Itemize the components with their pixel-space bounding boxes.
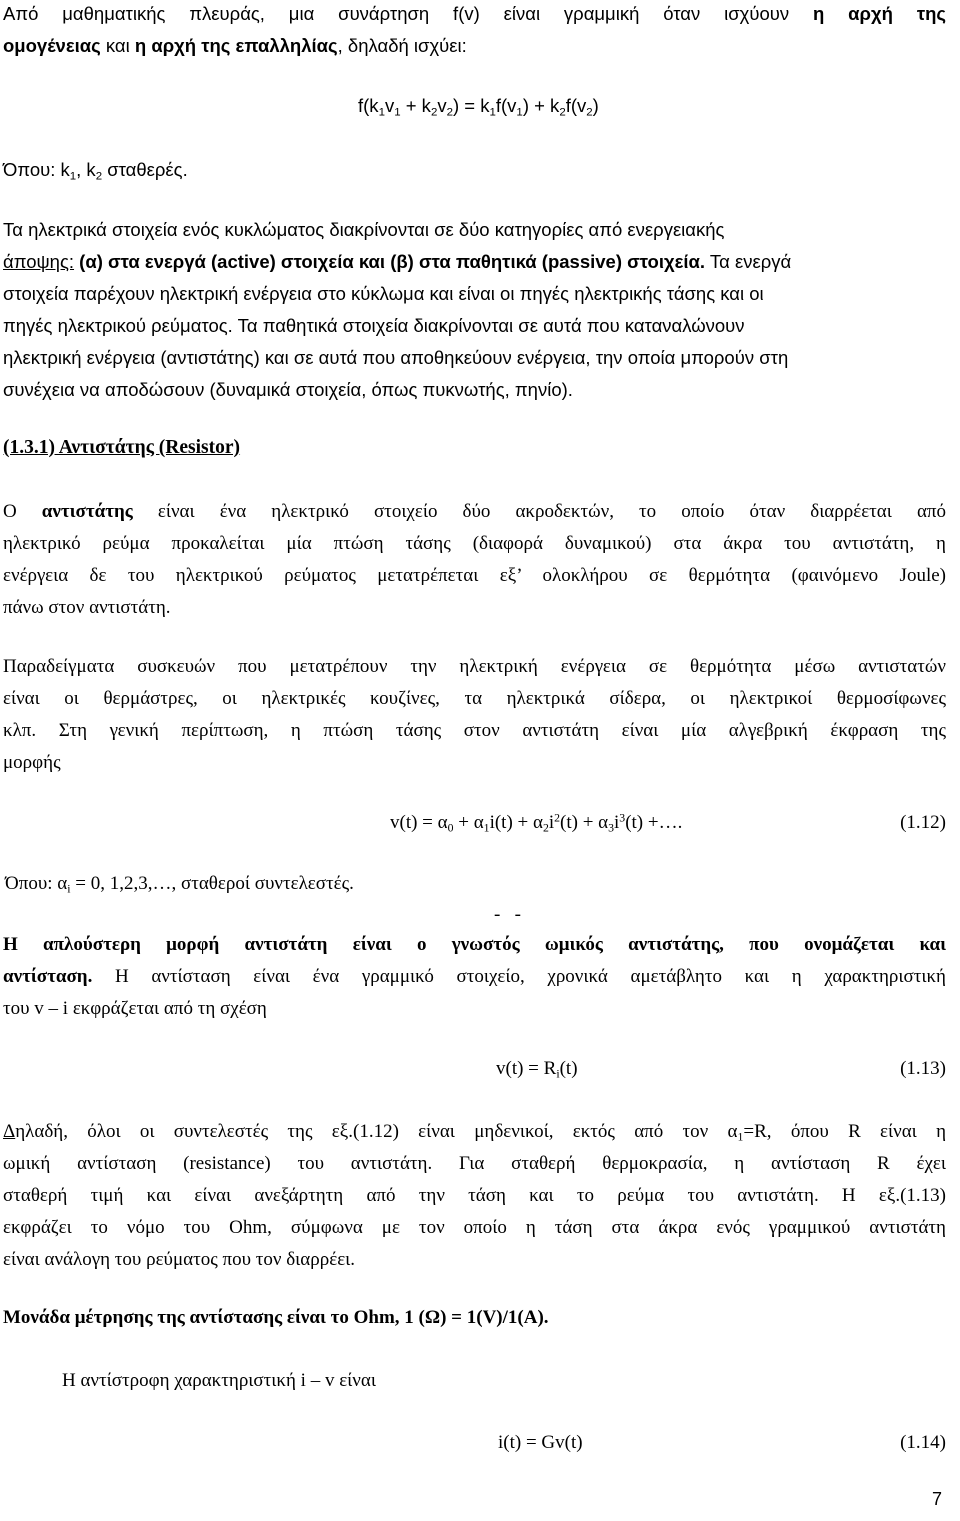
equation-1-13: $v(t) = R_i(t)$	[496, 1058, 578, 1081]
examples-line-2: είναι οι θερμάστρες, οι ηλεκτρικές κουζίνες, τα ηλεκτρικά σίδερα, οι ηλεκτρικοί θερμοσίφωνες	[3, 688, 946, 709]
resistor-def-line-2: ηλεκτρικό ρεύμα προκαλείται μία πτώση τάσης (διαφορά δυναμικού) στα άκρα του αντιστάτη, η	[3, 533, 946, 554]
equation-number-1-12: (1.12)	[900, 812, 946, 833]
intro-line-2: ομογένειας και η αρχή της επαλληλίας, δηλαδή ισχύει:	[3, 35, 467, 56]
equation-number-1-13: (1.13)	[900, 1058, 946, 1079]
coeffs-line-1: Δηλαδή, όλοι οι συντελεστές της εξ.(1.12) είναι μηδενικοί, εκτός από τον $\alpha_1=R$, όπου R είναι η	[3, 1121, 947, 1144]
resistor-def-line-3: ενέργεια δε του ηλεκτρικού ρεύματος μετατρέπεται εξ’ ολοκλήρου σε θερμότητα (φαινόμενο Joule)	[3, 565, 946, 586]
equation-1-12: $v(t) = \alpha_0 + \alpha_1i(t) + \alpha_2i^2(t) + \alpha_3i^3(t)$ +….	[390, 811, 683, 835]
elements-line-5: ηλεκτρική ενέργεια (αντιστάτης) και σε αυτά που αποθηκεύουν ενέργεια, την οποία μπορούν στη	[3, 347, 789, 368]
elements-line-2: άποψης: (α) στα ενεργά (active) στοιχεία και (β) στα παθητικά (passive) στοιχεία. Τα ενεργά	[3, 251, 792, 272]
equation-number-1-14: (1.14)	[900, 1432, 946, 1453]
elements-line-1: Τα ηλεκτρικά στοιχεία ενός κυκλώματος διακρίνονται σε δύο κατηγορίες από ενεργειακής	[3, 219, 725, 240]
coeffs-line-5: είναι ανάλογη του ρεύματος που τον διαρρέει.	[3, 1249, 356, 1270]
ohmic-line-1: Η απλούστερη μορφή αντιστάτη είναι ο γνωστός ωμικός αντιστάτης, που ονομάζεται και	[3, 934, 946, 955]
examples-line-4: μορφής	[3, 752, 61, 773]
elements-line-6: συνέχεια να αποδώσουν (δυναμικά στοιχεία, όπως πυκνωτής, πηνίο).	[3, 379, 573, 400]
examples-line-1: Παραδείγματα συσκευών που μετατρέπουν την ηλεκτρική ενέργεια σε θερμότητα μέσω αντιστατών	[3, 656, 946, 677]
resistor-def-line-1: Ο αντιστάτης είναι ένα ηλεκτρικό στοιχείο δύο ακροδεκτών, το οποίο όταν διαρρέεται από	[3, 501, 946, 522]
unit-statement: Μονάδα μέτρησης της αντίστασης είναι το Ohm, 1 (Ω) = 1(V)/1(A).	[3, 1307, 549, 1328]
ohmic-line-3: του v – i εκφράζεται από τη σχέση	[3, 998, 267, 1019]
section-heading: (1.3.1) Αντιστάτης (Resistor)	[3, 437, 241, 458]
elements-line-3: στοιχεία παρέχουν ηλεκτρική ενέργεια στο κύκλωμα και είναι οι πηγές ηλεκτρικής τάσης και οι	[3, 283, 764, 304]
resistor-def-line-4: πάνω στον αντιστάτη.	[3, 597, 171, 618]
equation-1-14: i(t) = Gv(t)	[498, 1432, 583, 1453]
coeffs-line-2: ωμική αντίσταση (resistance) του αντιστάτη. Για σταθερή θερμοκρασία, η αντίσταση R έχει	[3, 1153, 946, 1174]
equation-linearity: $f(k_1v_1 + k_2v_2) = k_1f(v_1) + k_2f(v_2)$	[358, 95, 599, 119]
coeffs-line-3: σταθερή τιμή και είναι ανεξάρτητη από την τάση και το ρεύμα του αντιστάτη. Η εξ.(1.13)	[3, 1185, 946, 1206]
dashes: - -	[494, 904, 521, 925]
coeffs-line-4: εκφράζει το νόμο του Ohm, σύμφωνα με τον οποίο η τάση στα άκρα ενός γραμμικού αντιστάτη	[3, 1217, 946, 1238]
examples-line-3: κλπ. Στη γενική περίπτωση, η πτώση τάσης στον αντιστάτη είναι μία αλγεβρική έκφραση της	[3, 720, 946, 741]
page-number: 7	[931, 1489, 942, 1509]
constants-note: Όπου: $k_1$, $k_2$ σταθερές.	[3, 159, 188, 183]
inverse-characteristic: Η αντίστροφη χαρακτηριστική i – v είναι	[62, 1370, 376, 1391]
ohmic-line-2: αντίσταση. Η αντίσταση είναι ένα γραμμικό στοιχείο, χρονικά αμετάβλητο και η χαρακτηριστική	[3, 966, 946, 987]
intro-line-1: Από μαθηματικής πλευράς, μια συνάρτηση f(v) είναι γραμμική όταν ισχύουν η αρχή της	[3, 3, 947, 24]
elements-line-4: πηγές ηλεκτρικού ρεύματος. Τα παθητικά στοιχεία διακρίνονται σε αυτά που καταναλώνουν	[3, 315, 745, 336]
coefficients-note: Όπου: $\alpha_i = 0$, 1,2,3,…, σταθεροί συντελεστές.	[5, 873, 354, 896]
